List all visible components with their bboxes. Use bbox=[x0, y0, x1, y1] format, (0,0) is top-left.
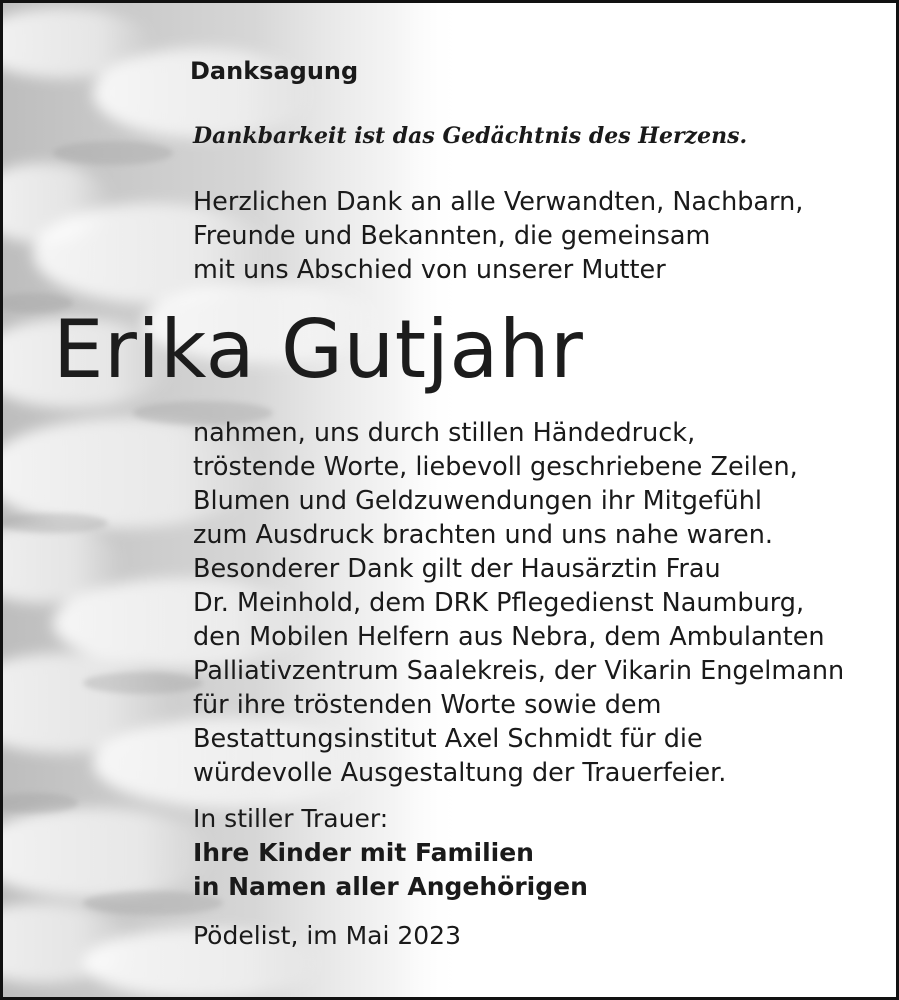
place-date: Pödelist, im Mai 2023 bbox=[193, 921, 461, 950]
signers-block bbox=[193, 836, 588, 904]
thanks-line: Dr. Meinhold, dem DRK Pflegedienst Naumburg, bbox=[193, 588, 805, 618]
thanks-line: zum Ausdruck brachten und uns nahe waren. bbox=[193, 520, 773, 550]
motto-quote: Dankbarkeit ist das Gedächtnis des Herzens. bbox=[193, 123, 748, 149]
mourning-label: In stiller Trauer: bbox=[193, 804, 389, 833]
deceased-name: Erika Gutjahr bbox=[53, 303, 584, 396]
thanks-line: nahmen, uns durch stillen Händedruck, bbox=[193, 418, 696, 448]
thanks-line: würdevolle Ausgestaltung der Trauerfeier. bbox=[193, 758, 727, 788]
thanks-line: Palliativzentrum Saalekreis, der Vikarin Engelmann bbox=[193, 656, 845, 686]
intro-line: Freunde und Bekannten, die gemeinsam bbox=[193, 221, 711, 251]
thanks-line: tröstende Worte, liebevoll geschriebene Zeilen, bbox=[193, 452, 798, 482]
thanks-line: Blumen und Geldzuwendungen ihr Mitgefühl bbox=[193, 486, 762, 516]
thanks-paragraph bbox=[193, 416, 844, 790]
signer-line: in Namen aller Angehörigen bbox=[193, 872, 588, 901]
intro-line: Herzlichen Dank an alle Verwandten, Nachbarn, bbox=[193, 187, 804, 217]
signer-line: Ihre Kinder mit Familien bbox=[193, 838, 534, 867]
intro-paragraph bbox=[193, 185, 803, 287]
thanks-line: für ihre tröstenden Worte sowie dem bbox=[193, 690, 662, 720]
thanks-line: den Mobilen Helfern aus Nebra, dem Ambulanten bbox=[193, 622, 825, 652]
heading-danksagung: Danksagung bbox=[190, 57, 359, 85]
thanks-line: Besonderer Dank gilt der Hausärztin Frau bbox=[193, 554, 721, 584]
intro-line: mit uns Abschied von unserer Mutter bbox=[193, 255, 666, 285]
thanks-line: Bestattungsinstitut Axel Schmidt für die bbox=[193, 724, 703, 754]
